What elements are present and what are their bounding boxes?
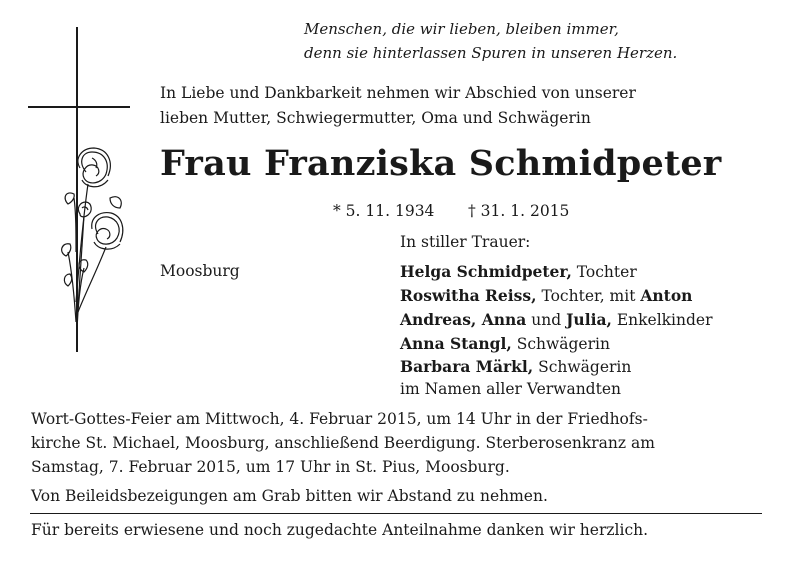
- roses-icon: [62, 148, 123, 332]
- birth-date: * 5. 11. 1934: [333, 202, 435, 220]
- mourner-line: [400, 286, 692, 305]
- mourners-place: Moosburg: [160, 262, 240, 280]
- motto-line-2: denn sie hinterlassen Spuren in unseren Herzen.: [304, 44, 678, 62]
- divider: [30, 513, 762, 514]
- intro-line-1: In Liebe und Dankbarkeit nehmen wir Abschied von unserer: [160, 84, 636, 102]
- service-info-line-3: Samstag, 7. Februar 2015, um 17 Uhr in St. Pius, Moosburg.: [31, 458, 510, 476]
- mourner-line: [400, 310, 713, 329]
- intro-line-2: lieben Mutter, Schwiegermutter, Oma und Schwägerin: [160, 109, 591, 127]
- mourner-relation: und: [526, 311, 567, 329]
- mourner-name: Andreas, Anna: [400, 310, 527, 329]
- mourner-line: [400, 262, 637, 281]
- mourner-name: Roswitha Reiss,: [400, 286, 537, 305]
- mourner-name: Helga Schmidpeter,: [400, 262, 572, 281]
- mourning-header: In stiller Trauer:: [400, 233, 531, 251]
- mourner-relation: Tochter: [571, 263, 637, 281]
- mourner-line: [400, 380, 621, 398]
- mourner-line: [400, 334, 610, 353]
- mourner-name: Julia,: [566, 310, 612, 329]
- motto-line-1: Menschen, die wir lieben, bleiben immer,: [304, 20, 619, 38]
- mourner-relation: Enkelkinder: [611, 311, 713, 329]
- mourner-relation: Tochter, mit: [536, 287, 641, 305]
- mourner-line: [400, 357, 631, 376]
- condolence-note: Von Beileidsbezeigungen am Grab bitten wir Abstand zu nehmen.: [31, 487, 548, 505]
- mourner-name: Anna Stangl,: [400, 334, 512, 353]
- mourner-relation: Schwägerin: [533, 358, 632, 376]
- cross-with-roses-icon: [26, 22, 136, 382]
- mourner-relation: Schwägerin: [511, 335, 610, 353]
- mourner-relation: im Namen aller Verwandten: [400, 380, 621, 398]
- death-date: † 31. 1. 2015: [468, 202, 570, 220]
- service-info-line-1: Wort-Gottes-Feier am Mittwoch, 4. Februar 2015, um 14 Uhr in der Friedhofs-: [31, 410, 648, 428]
- deceased-name: Frau Franziska Schmidpeter: [160, 143, 722, 184]
- mourner-name: Barbara Märkl,: [400, 357, 534, 376]
- mourner-name: Anton: [640, 286, 693, 305]
- service-info-line-2: kirche St. Michael, Moosburg, anschließend Beerdigung. Sterberosenkranz am: [31, 434, 655, 452]
- thanks-line: Für bereits erwiesene und noch zugedachte Anteilnahme danken wir herzlich.: [31, 521, 649, 539]
